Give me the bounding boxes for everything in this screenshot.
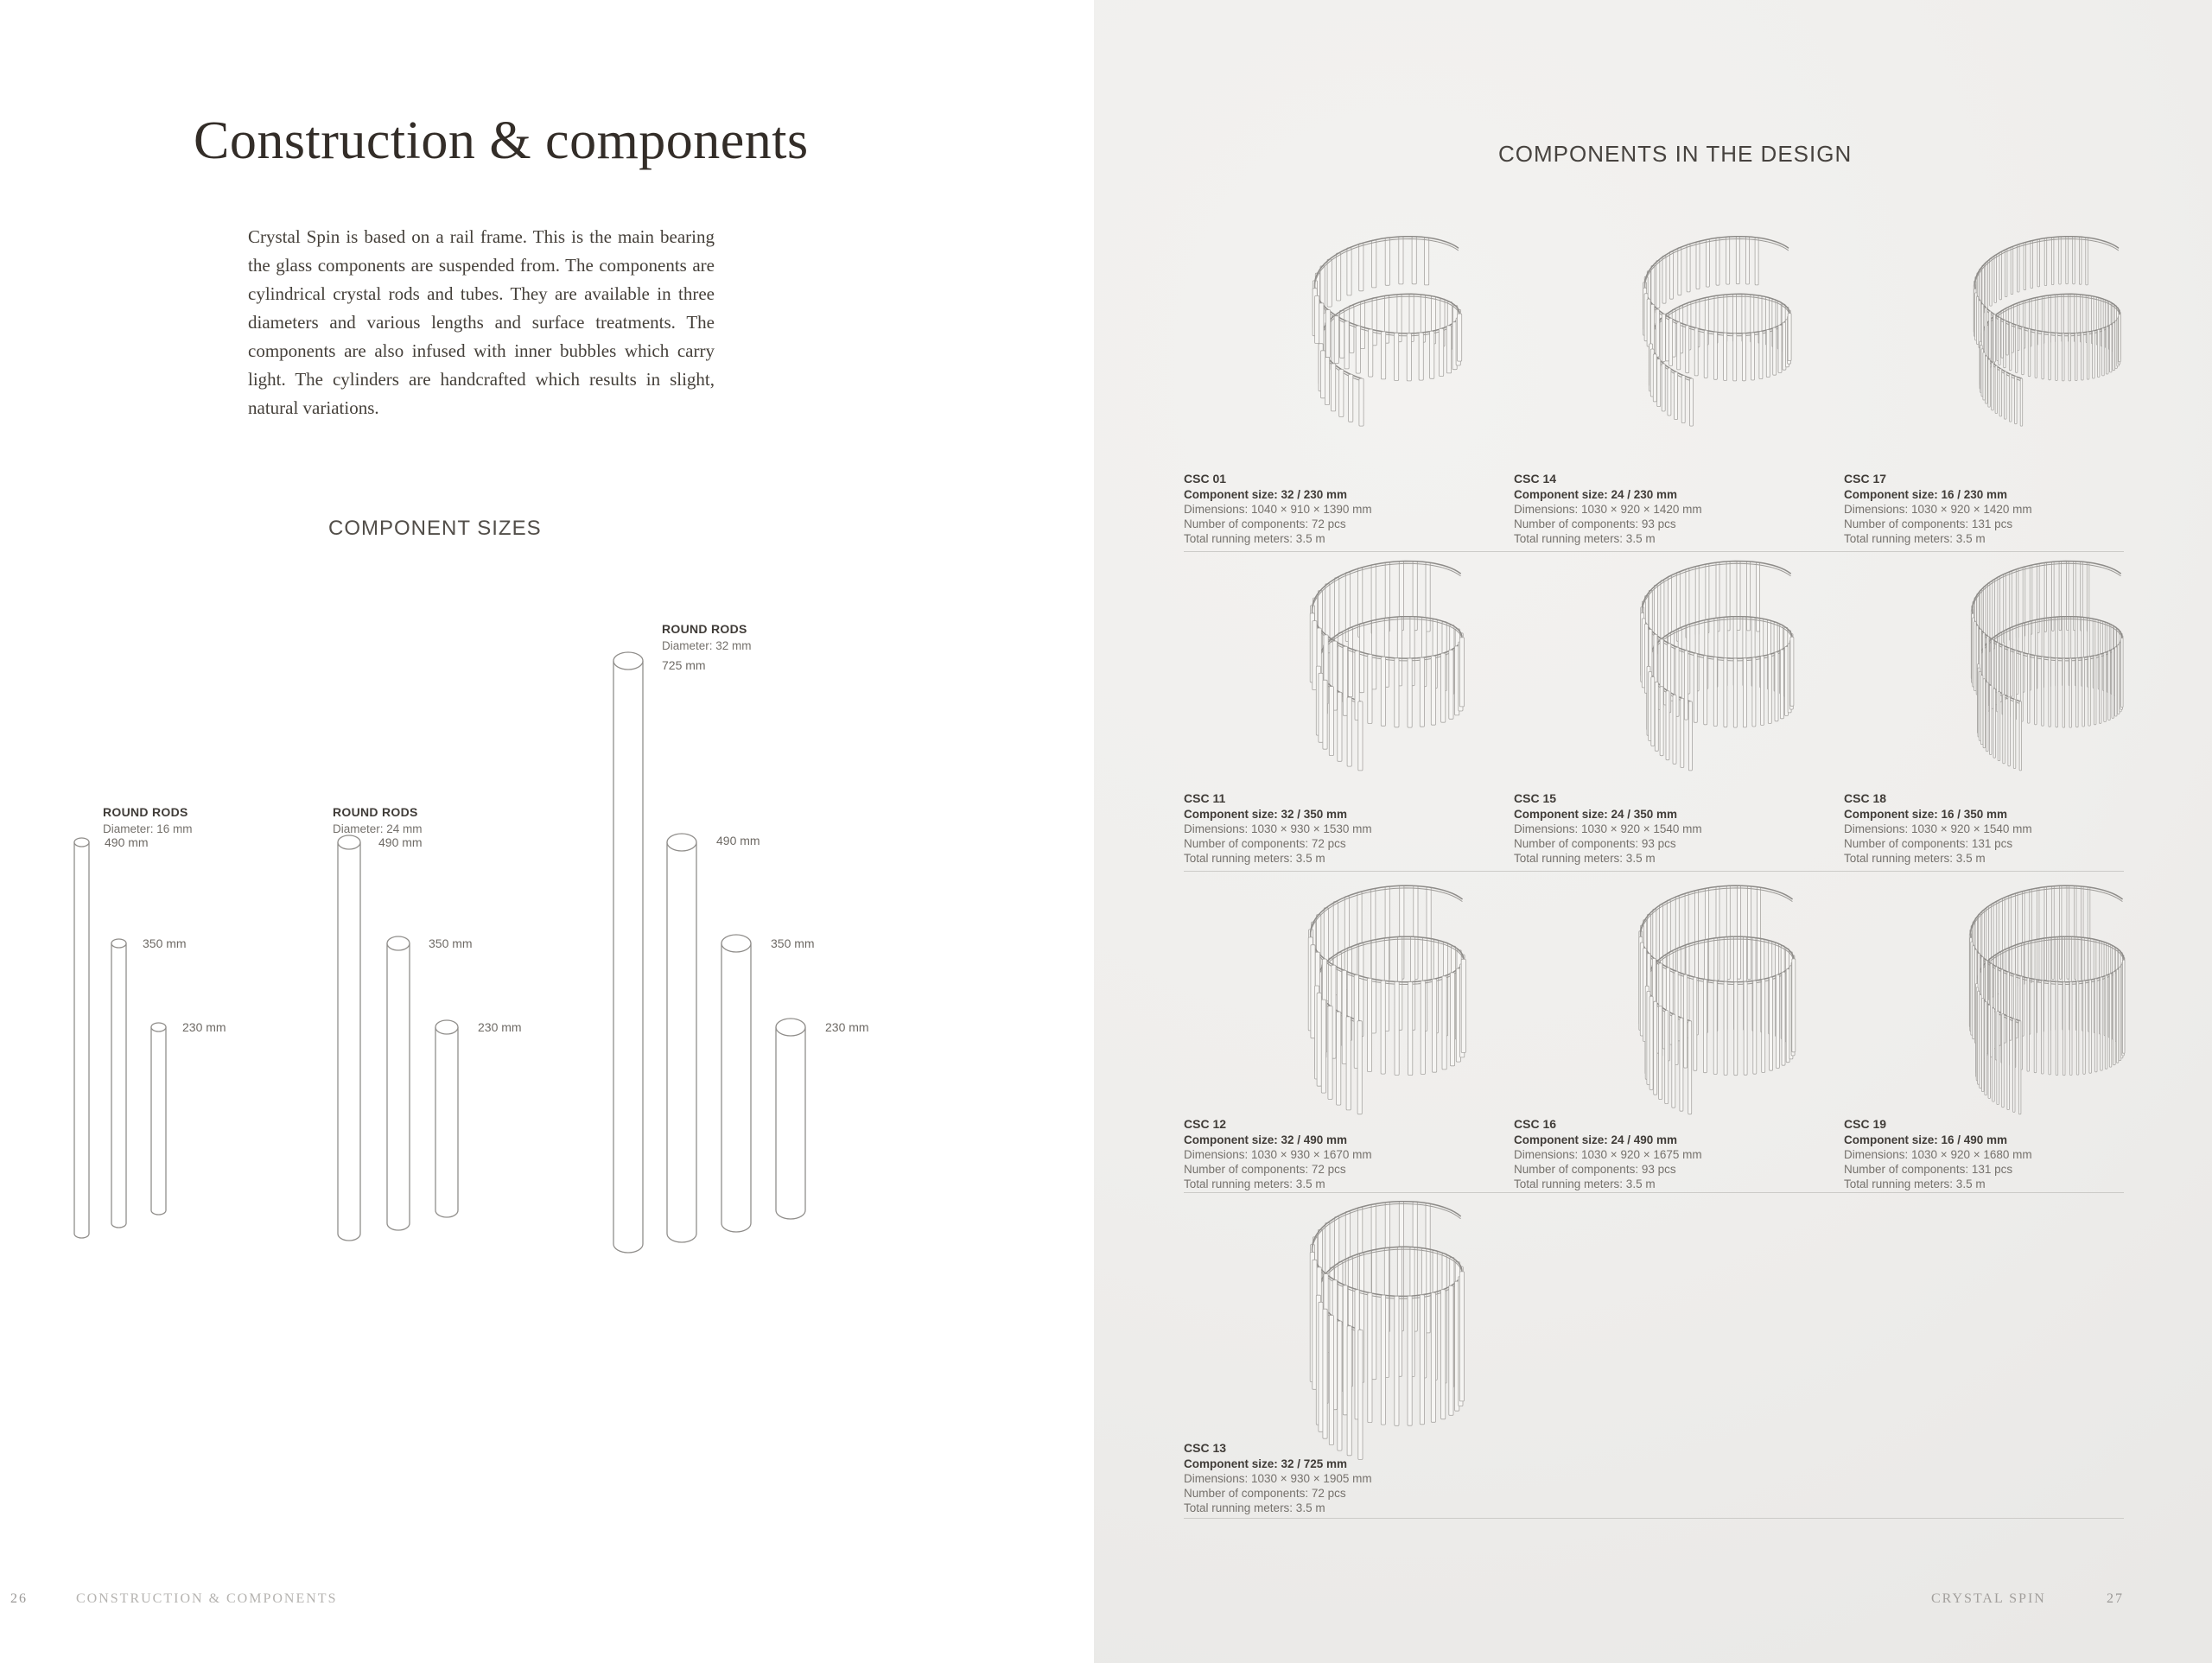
spec-total: Total running meters: 3.5 m [1514,852,1656,865]
spec-total: Total running meters: 3.5 m [1184,852,1325,865]
spec-count: Number of components: 72 pcs [1184,1487,1346,1500]
spec-dimensions: Dimensions: 1030 × 930 × 1530 mm [1184,822,1372,835]
spec-size: Component size: 32 / 230 mm [1184,488,1348,501]
spec-count: Number of components: 93 pcs [1514,1163,1676,1176]
rod-group-name: ROUND RODS [103,805,188,819]
spec-total: Total running meters: 3.5 m [1844,852,1986,865]
components-in-design-heading: COMPONENTS IN THE DESIGN [1498,141,1853,167]
spec-cell [1844,472,2164,546]
spec-cell [1184,791,1503,866]
page-right [1094,0,2212,1663]
spec-count: Number of components: 93 pcs [1514,517,1676,530]
spec-count: Number of components: 131 pcs [1844,837,2013,850]
spec-cell [1514,791,1834,866]
row-divider [1184,1192,2124,1193]
spec-count: Number of components: 72 pcs [1184,517,1346,530]
spec-size: Component size: 32 / 350 mm [1184,808,1348,821]
spec-cell [1184,1117,1503,1191]
spec-dimensions: Dimensions: 1040 × 910 × 1390 mm [1184,503,1372,516]
spec-cell [1844,791,2164,866]
spec-size: Component size: 24 / 490 mm [1514,1133,1678,1146]
rod-length-label: 350 mm [771,936,815,950]
spec-size: Component size: 24 / 230 mm [1514,488,1678,501]
rod-group-name: ROUND RODS [662,622,747,636]
spec-code: CSC 16 [1514,1117,1557,1131]
page-number-right: 27 [2107,1591,2124,1606]
rod-length-label: 490 mm [378,835,423,849]
row-divider [1184,551,2124,552]
spec-total: Total running meters: 3.5 m [1844,1177,1986,1190]
spec-dimensions: Dimensions: 1030 × 920 × 1680 mm [1844,1148,2032,1161]
spec-count: Number of components: 93 pcs [1514,837,1676,850]
spec-total: Total running meters: 3.5 m [1184,1501,1325,1514]
spec-cell [1844,1117,2164,1191]
spec-code: CSC 13 [1184,1441,1227,1455]
spiral-illustration [1928,549,2170,788]
spec-size: Component size: 16 / 230 mm [1844,488,2008,501]
spec-dimensions: Dimensions: 1030 × 920 × 1540 mm [1514,822,1702,835]
spec-total: Total running meters: 3.5 m [1184,1177,1325,1190]
spec-size: Component size: 24 / 350 mm [1514,808,1678,821]
spec-code: CSC 12 [1184,1117,1227,1131]
spec-dimensions: Dimensions: 1030 × 920 × 1540 mm [1844,822,2032,835]
page-left [0,0,1094,1663]
spec-size: Component size: 16 / 490 mm [1844,1133,2008,1146]
row-divider [1184,871,2124,872]
spec-dimensions: Dimensions: 1030 × 920 × 1420 mm [1844,503,2032,516]
intro-paragraph: Crystal Spin is based on a rail frame. This is the main bearing the glass components are suspended from. The components are cylindrical crystal rods and tubes. They are available in three diameters and various lengths and surface treatments. The components are also infused with inner bubbles which carry light. The cylinders are handcrafted which results in slight, natural variations. [248,226,715,418]
spec-dimensions: Dimensions: 1030 × 930 × 1670 mm [1184,1148,1372,1161]
spiral-illustration [1598,225,1840,447]
spec-total: Total running meters: 3.5 m [1184,532,1325,545]
spec-count: Number of components: 131 pcs [1844,517,2013,530]
spec-total: Total running meters: 3.5 m [1514,1177,1656,1190]
spec-dimensions: Dimensions: 1030 × 930 × 1905 mm [1184,1472,1372,1485]
spec-code: CSC 19 [1844,1117,1887,1131]
spec-cell [1514,1117,1834,1191]
rod-length-label: 230 mm [825,1020,869,1034]
rod-group-diameter: Diameter: 24 mm [333,822,423,835]
spec-cell [1514,472,1834,546]
rod-length-label: 230 mm [478,1020,522,1034]
rod-group-diameter: Diameter: 32 mm [662,639,752,652]
spec-dimensions: Dimensions: 1030 × 920 × 1420 mm [1514,503,1702,516]
page-number-left: 26 [10,1591,28,1606]
spiral-illustration [1928,225,2170,447]
spec-dimensions: Dimensions: 1030 × 920 × 1675 mm [1514,1148,1702,1161]
spiral-illustration [1268,1190,1510,1476]
spec-code: CSC 15 [1514,791,1557,805]
rod-length-label: 490 mm [716,834,760,847]
spec-code: CSC 14 [1514,472,1557,486]
page-title: Construction & components [194,111,809,170]
spec-cell [1184,1441,1503,1515]
spec-size: Component size: 32 / 725 mm [1184,1457,1348,1470]
rod-length-label: 350 mm [143,936,187,950]
spec-code: CSC 17 [1844,472,1887,486]
spec-code: CSC 18 [1844,791,1887,805]
spec-code: CSC 01 [1184,472,1227,486]
spiral-illustration [1598,874,1840,1125]
spec-total: Total running meters: 3.5 m [1514,532,1656,545]
spec-size: Component size: 32 / 490 mm [1184,1133,1348,1146]
spiral-illustration [1598,549,1840,788]
spiral-illustration [1268,225,1510,447]
rod-group-diameter: Diameter: 16 mm [103,822,193,835]
spec-count: Number of components: 72 pcs [1184,1163,1346,1176]
spec-size: Component size: 16 / 350 mm [1844,808,2008,821]
footer-section-label: CONSTRUCTION & COMPONENTS [76,1591,338,1606]
rod-length-label: 350 mm [429,936,473,950]
component-sizes-heading: COMPONENT SIZES [328,517,542,540]
spec-cell [1184,472,1503,546]
rod-length-label: 725 mm [662,658,706,672]
spec-code: CSC 11 [1184,791,1226,805]
row-divider [1184,1518,2124,1519]
rod-group-name: ROUND RODS [333,805,418,819]
spiral-illustration [1928,874,2170,1125]
spec-total: Total running meters: 3.5 m [1844,532,1986,545]
spec-count: Number of components: 72 pcs [1184,837,1346,850]
spec-count: Number of components: 131 pcs [1844,1163,2013,1176]
spiral-illustration [1268,549,1510,788]
footer-product-label: CRYSTAL SPIN [1931,1591,2046,1606]
rod-length-label: 490 mm [105,835,149,849]
spiral-illustration [1268,874,1510,1125]
rod-length-label: 230 mm [182,1020,226,1034]
